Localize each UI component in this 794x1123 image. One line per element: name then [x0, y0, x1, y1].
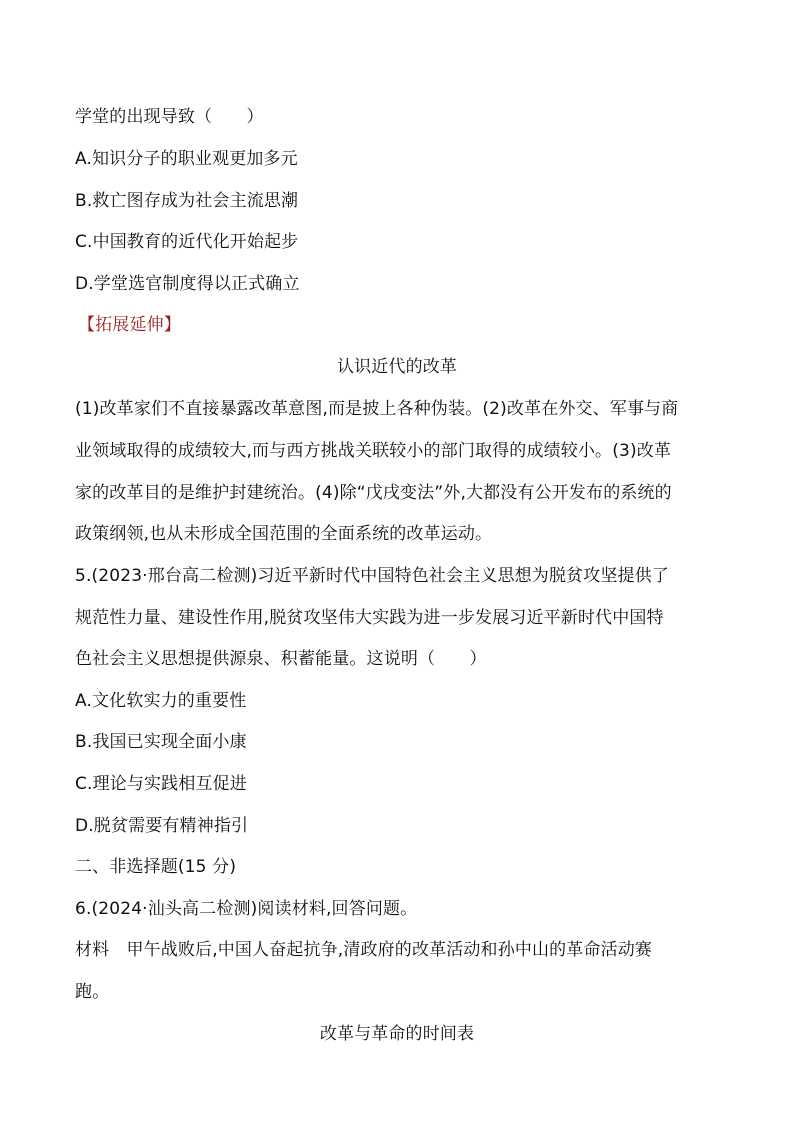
question-4-option-b: B.救亡图存成为社会主流思潮 — [75, 191, 299, 211]
extension-title: 认识近代的改革 — [336, 357, 458, 377]
extension-paragraph-line: 政策纲领,也从未形成全国范围的全面系统的改革运动。 — [75, 524, 493, 544]
question-5-option-c: C.理论与实践相互促进 — [75, 774, 247, 794]
section-heading: 二、非选择题(15 分) — [75, 857, 237, 877]
question-5-stem-line: 规范性力量、建设性作用,脱贫攻坚伟大实践为进一步发展习近平新时代中国特 — [75, 608, 664, 628]
question-4-option-c: C.中国教育的近代化开始起步 — [75, 232, 299, 252]
question-4-option-d: D.学堂选官制度得以正式确立 — [75, 274, 300, 294]
question-5-option-b: B.我国已实现全面小康 — [75, 732, 247, 752]
question-5-stem-line: 色社会主义思想提供源泉、积蓄能量。这说明（ ） — [75, 649, 487, 669]
question-4-option-a: A.知识分子的职业观更加多元 — [75, 149, 298, 169]
question-5-option-d: D.脱贫需要有精神指引 — [75, 816, 249, 836]
question-6-stem: 6.(2024·汕头高二检测)阅读材料,回答问题。 — [75, 899, 418, 919]
extension-paragraph-line: (1)改革家们不直接暴露改革意图,而是披上各种伪装。(2)改革在外交、军事与商 — [75, 399, 679, 419]
question-4-stem: 学堂的出现导致（ ） — [75, 107, 264, 127]
question-6-material-line: 跑。 — [75, 982, 110, 1002]
question-6-material-line: 材料 甲午战败后,中国人奋起抗争,清政府的改革活动和孙中山的革命活动赛 — [75, 940, 653, 960]
question-5-option-a: A.文化软实力的重要性 — [75, 691, 247, 711]
extension-paragraph-line: 业领域取得的成绩较大,而与西方挑战关联较小的部门取得的成绩较小。(3)改革 — [75, 441, 672, 461]
question-5-stem-line: 5.(2023·邢台高二检测)习近平新时代中国特色社会主义思想为脱贫攻坚提供了 — [75, 566, 670, 586]
extension-paragraph-line: 家的改革目的是维护封建统治。(4)除“戊戌变法”外,大都没有公开发布的系统的 — [75, 483, 672, 503]
extension-label: 【拓展延伸】 — [78, 315, 181, 335]
table-title: 改革与革命的时间表 — [319, 1024, 475, 1044]
